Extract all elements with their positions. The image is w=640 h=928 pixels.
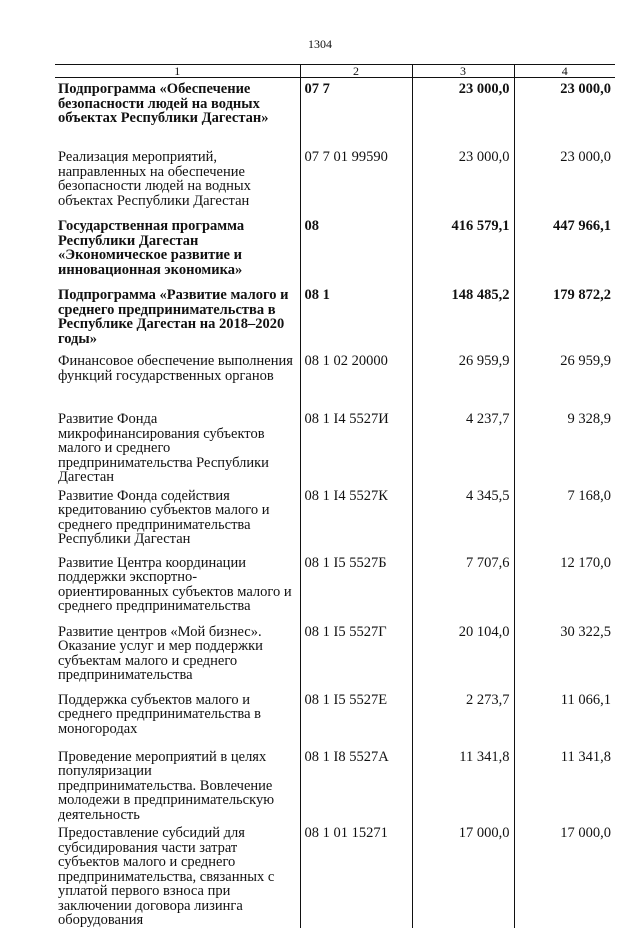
- row-value-3-cell: 17 000,0: [412, 822, 514, 928]
- row-code-cell: 08 1 I5 5527Б: [300, 552, 412, 621]
- row-value-3-cell: 11 341,8: [412, 746, 514, 823]
- budget-table: [55, 64, 615, 928]
- row-code-cell: 07 7: [300, 78, 412, 147]
- row-code-cell: 08 1 I5 5527Г: [300, 621, 412, 689]
- table-row: [55, 78, 615, 147]
- table-row: [55, 621, 615, 689]
- table-row: [55, 350, 615, 408]
- row-value-3-cell: 416 579,1: [412, 215, 514, 284]
- row-name-cell: Поддержка субъектов малого и среднего предпринимательства в моногородах: [58, 691, 261, 737]
- row-value-4-cell: 12 170,0: [514, 552, 615, 621]
- table-header-row: [55, 65, 615, 78]
- table-row: [55, 552, 615, 621]
- row-value-4-cell: 30 322,5: [514, 621, 615, 689]
- row-value-4-cell: 23 000,0: [514, 78, 615, 147]
- row-value-3-cell: 7 707,6: [412, 552, 514, 621]
- table-row: [55, 146, 615, 215]
- row-code-cell: 08 1: [300, 284, 412, 350]
- row-value-4-cell: 179 872,2: [514, 284, 615, 350]
- row-value-3-cell: 2 273,7: [412, 689, 514, 746]
- row-code-cell: 08 1 01 15271: [300, 822, 412, 928]
- row-name-cell: Развитие центров «Мой бизнес». Оказание услуг и мер поддержки субъектам малого и среднего предпринимательства: [58, 623, 263, 683]
- page-number: 1304: [308, 37, 332, 51]
- row-value-4-cell: 447 966,1: [514, 215, 615, 284]
- row-value-4-cell: 26 959,9: [514, 350, 615, 408]
- row-code-cell: 07 7 01 99590: [300, 146, 412, 215]
- table-row: [55, 408, 615, 485]
- row-name-cell: Реализация мероприятий, направленных на обеспечение безопасности людей на водных объектах Республики Дагестан: [58, 149, 251, 209]
- row-name-cell: Государственная программа Республики Дагестан «Экономическое развитие и инновационная экономика»: [58, 218, 245, 278]
- row-value-3-cell: 26 959,9: [412, 350, 514, 408]
- row-name-cell: Развитие Фонда микрофинансирования субъектов малого и среднего предпринимательства Республики Дагестан: [58, 411, 269, 485]
- column-header: 4: [514, 65, 615, 78]
- row-code-cell: 08 1 I5 5527Е: [300, 689, 412, 746]
- row-name-cell: Подпрограмма «Развитие малого и среднего предпринимательства в Республике Дагестан на 2018–2020 годы»: [58, 287, 289, 347]
- row-code-cell: 08 1 I4 5527И: [300, 408, 412, 485]
- table-row: [55, 485, 615, 552]
- row-name-cell: Предоставление субсидий для субсидирования части затрат субъектов малого и среднего предпринимательства, связанных с уплатой первого взноса при заключении договора лизинга оборудования: [58, 825, 275, 928]
- row-name-cell: Подпрограмма «Обеспечение безопасности людей на водных объектах Республики Дагестан»: [58, 81, 269, 126]
- table-row: [55, 746, 615, 823]
- row-name-cell: Финансовое обеспечение выполнения функций государственных органов: [58, 353, 293, 384]
- row-value-3-cell: 148 485,2: [412, 284, 514, 350]
- row-code-cell: 08 1 I4 5527К: [300, 485, 412, 552]
- row-code-cell: 08 1 I8 5527А: [300, 746, 412, 823]
- row-name-cell: Проведение мероприятий в целях популяризации предпринимательства. Вовлечение молодежи в предпринимательскую деятельность: [58, 748, 275, 823]
- row-value-4-cell: 23 000,0: [514, 146, 615, 215]
- row-value-4-cell: 11 341,8: [514, 746, 615, 823]
- row-name-cell: Развитие Фонда содействия кредитованию субъектов малого и среднего предпринимательства Республики Дагестан: [58, 487, 270, 547]
- row-value-3-cell: 20 104,0: [412, 621, 514, 689]
- row-value-4-cell: 9 328,9: [514, 408, 615, 485]
- table-row: [55, 284, 615, 350]
- row-value-4-cell: 17 000,0: [514, 822, 615, 928]
- table-row: [55, 822, 615, 928]
- row-name-cell: Развитие Центра координации поддержки экспортно-ориентированных субъектов малого и среднего предпринимательства: [58, 554, 292, 614]
- row-value-4-cell: 11 066,1: [514, 689, 615, 746]
- table-row: [55, 689, 615, 746]
- column-header: 2: [300, 65, 412, 78]
- row-value-4-cell: 7 168,0: [514, 485, 615, 552]
- column-header: 3: [412, 65, 514, 78]
- row-code-cell: 08 1 02 20000: [300, 350, 412, 408]
- row-value-3-cell: 23 000,0: [412, 78, 514, 147]
- row-value-3-cell: 4 237,7: [412, 408, 514, 485]
- table-row: [55, 215, 615, 284]
- row-code-cell: 08: [300, 215, 412, 284]
- row-value-3-cell: 23 000,0: [412, 146, 514, 215]
- row-value-3-cell: 4 345,5: [412, 485, 514, 552]
- column-header: 1: [55, 65, 300, 78]
